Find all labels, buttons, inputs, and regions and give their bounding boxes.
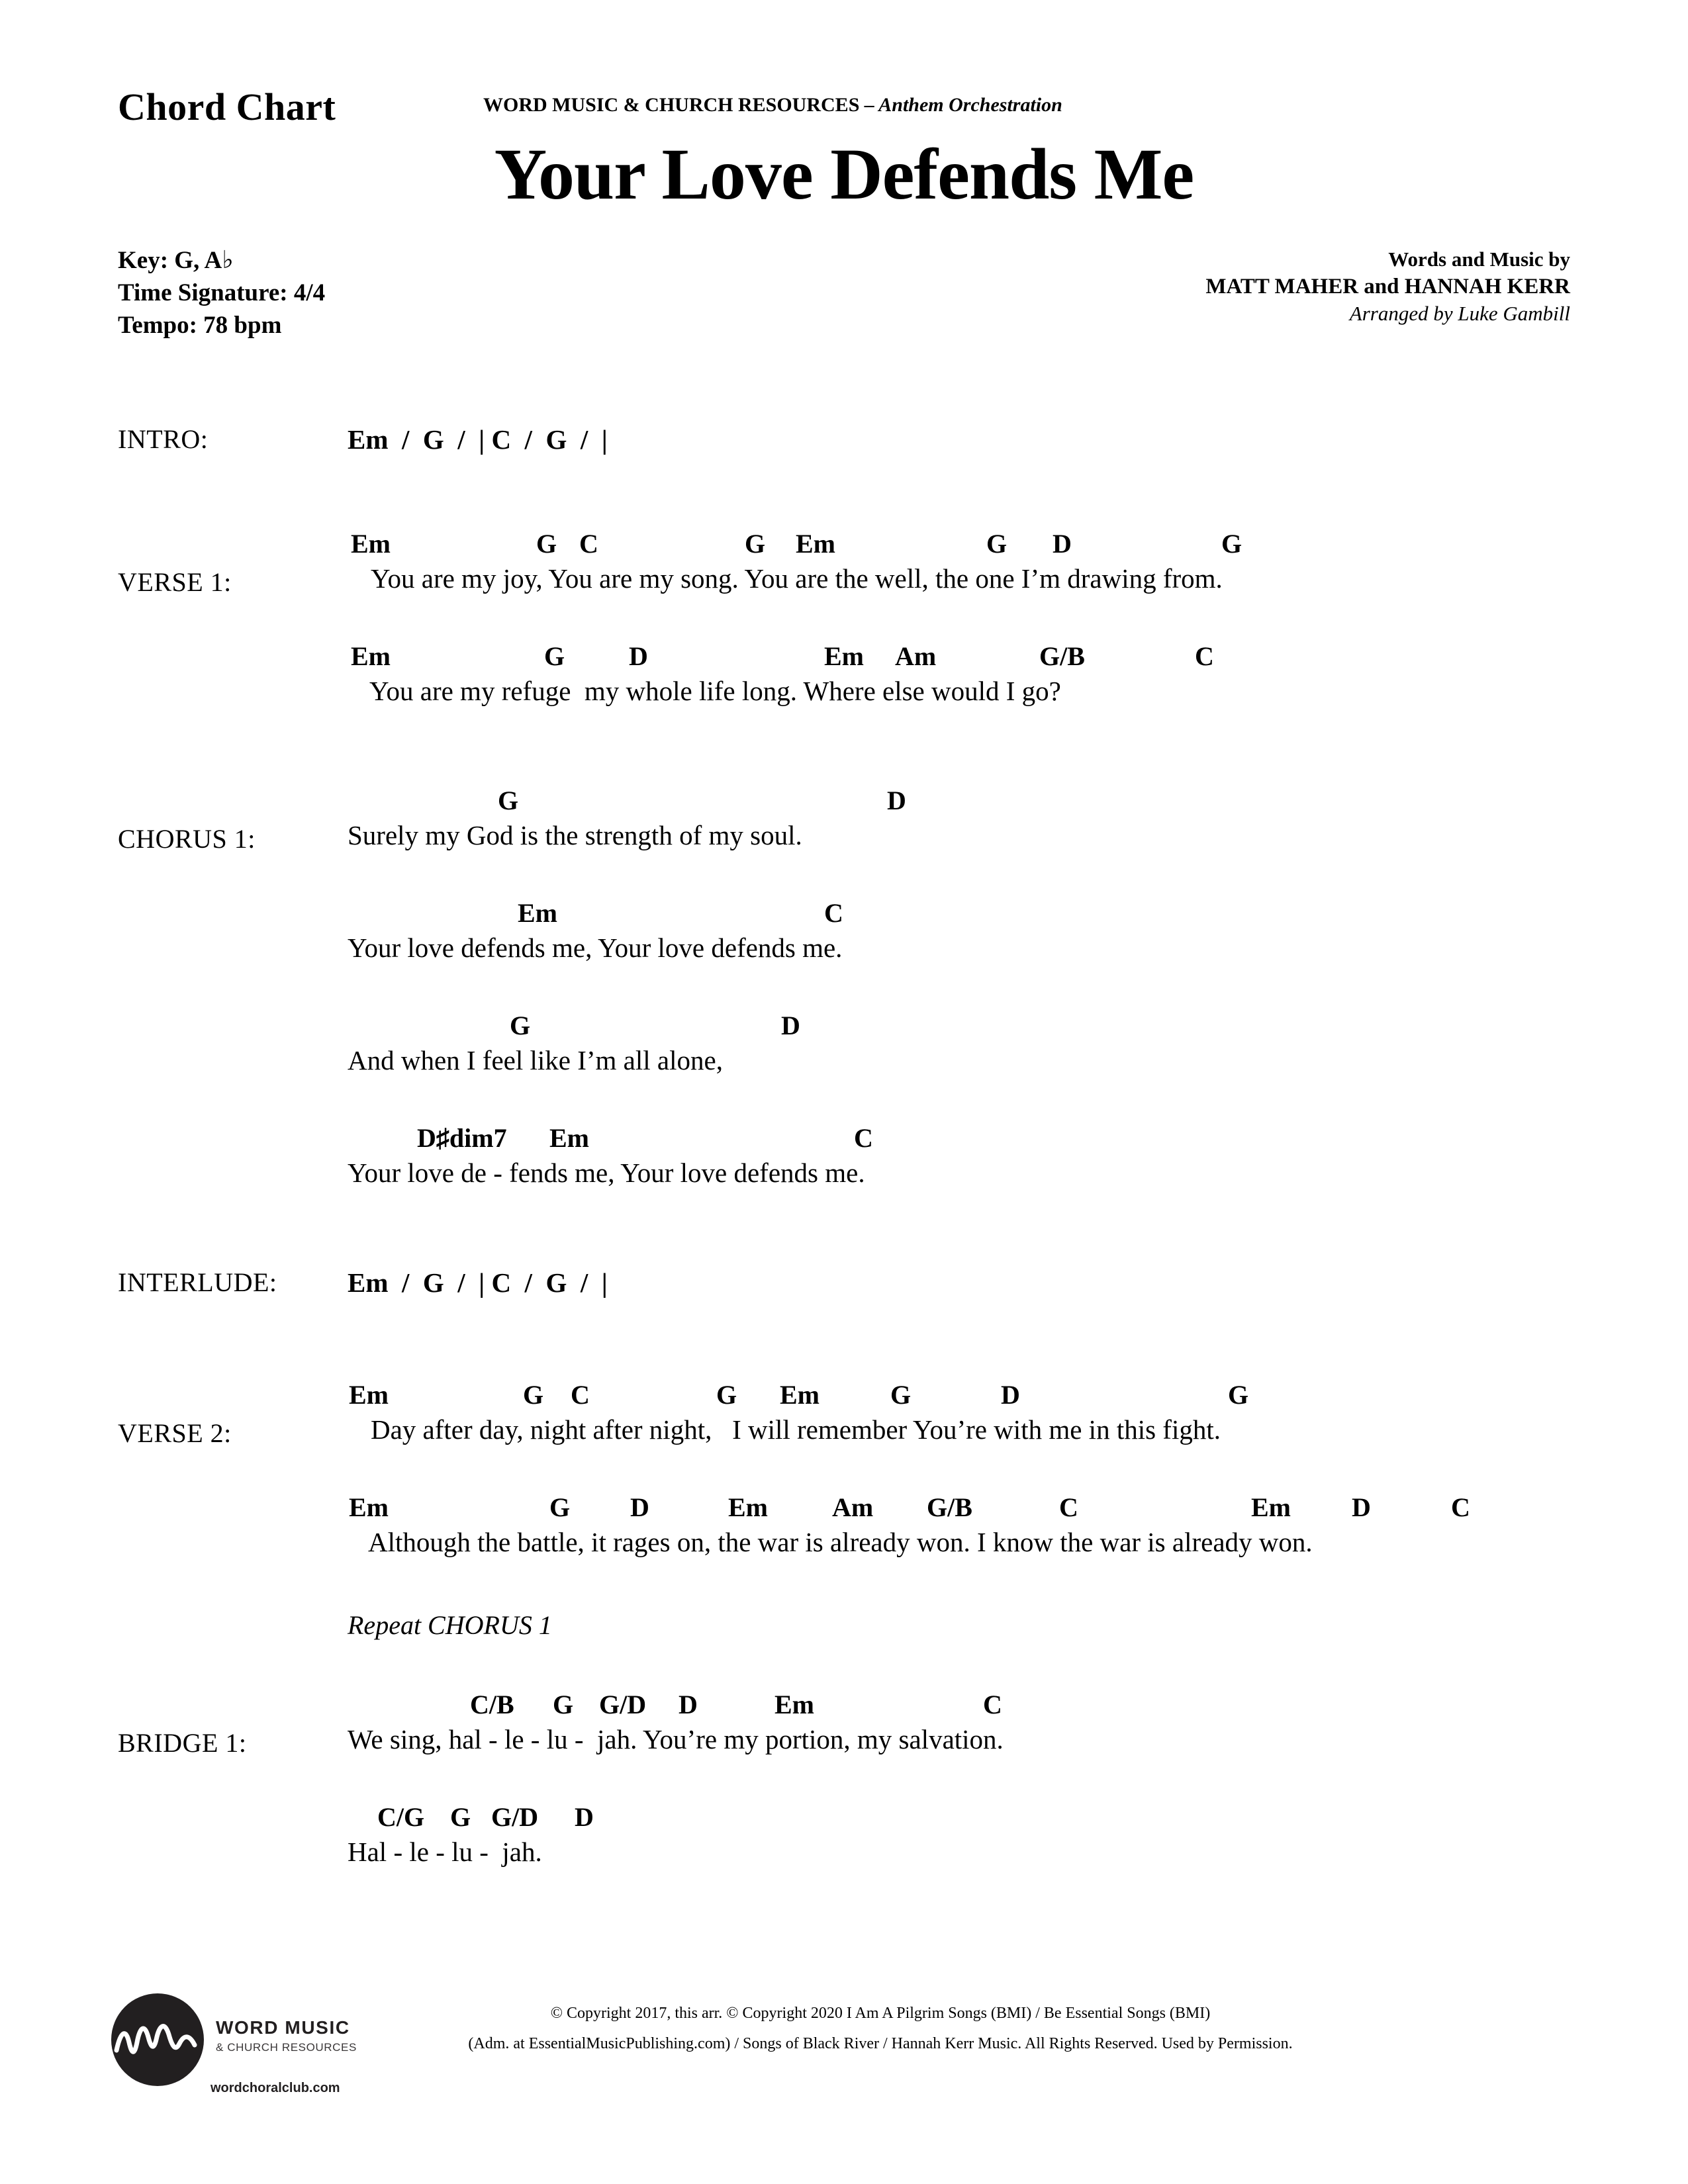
chord-progression: Em / G / | C / G / | [348,1267,608,1298]
section-verse2 [0,1379,1688,1563]
chord-symbol: G [890,1380,912,1410]
chord-symbol: G [745,529,766,559]
chord-symbol: C/B [470,1690,514,1719]
chord-symbol: G [510,1011,531,1040]
chord-symbol: D♯dim7 [417,1123,507,1153]
chord-symbol: G [544,641,565,671]
chord-symbol: G [986,529,1008,559]
lyric-row [0,1414,1688,1451]
chord-progression-row [0,424,1688,461]
header-row [0,85,1688,131]
chord-symbol: Em [780,1380,820,1410]
chord-symbol: G/D [491,1802,539,1832]
lyric-row [0,675,1688,712]
chord-row [0,641,1688,675]
section-intro [0,424,1688,496]
chord-symbol: Em [349,1380,389,1410]
section-label: INTERLUDE: [118,1267,277,1297]
chord-symbol: Em [518,898,557,928]
lyric-row [0,1836,1688,1873]
lyric-text: Hal - le - lu - jah. [348,1837,542,1867]
section-label: CHORUS 1: [118,824,256,854]
chord-row [0,1689,1688,1723]
lyric-line [0,1379,1688,1451]
chord-symbol: D [1053,529,1072,559]
repeat-instruction: Repeat CHORUS 1 [348,1610,552,1640]
lyric-text: Your love de - fends me, Your love defends me. [348,1158,865,1188]
chord-row [0,528,1688,563]
lyric-line [0,1492,1688,1563]
chord-progression-row [0,1267,1688,1304]
song-title: Your Love Defends Me [494,134,1194,214]
chord-symbol: G [549,1492,571,1522]
chord-symbol: G [450,1802,471,1832]
lyric-text: And when I feel like I’m all alone, [348,1045,723,1075]
chart-body [0,424,1688,1873]
section-interlude [0,1267,1688,1340]
chord-symbol: G [553,1690,574,1719]
chord-chart-label: Chord Chart [118,85,336,128]
copyright-line-1: © Copyright 2017, this arr. © Copyright 2020 I Am A Pilgrim Songs (BMI) / Be Essential Songs (BMI) [550,2005,1211,2022]
section-verse1 [0,528,1688,712]
chord-symbol: C [824,898,843,928]
copyright-line-2: (Adm. at EssentialMusicPublishing.com) / Songs of Black River / Hannah Kerr Music. All Rights Reserved. Used by Permission. [468,2034,1293,2052]
chord-symbol: D [679,1690,698,1719]
chord-symbol: Em [549,1123,589,1153]
chord-symbol: C [854,1123,873,1153]
chord-row [0,1492,1688,1526]
lyric-row [0,1044,1688,1081]
lyric-line [0,1689,1688,1760]
section-chorus1 [0,785,1688,1194]
chord-symbol: Em [824,641,864,671]
chord-symbol: C/G [377,1802,425,1832]
lyric-text: Although the battle, it rages on, the war is already won. I know the war is already won. [368,1527,1313,1557]
chord-symbol: G [1221,529,1243,559]
section-label: INTRO: [118,424,209,454]
chord-symbol: D [629,641,648,671]
chord-symbol: Em [351,641,391,671]
lyric-text: Surely my God is the strength of my soul. [348,820,802,850]
section-label: BRIDGE 1: [118,1728,247,1758]
arranger-credit: Arranged by Luke Gambill [1349,301,1570,325]
chord-row [0,897,1688,932]
chord-symbol: G [523,1380,544,1410]
logo-wordmark: WORD MUSIC [216,2017,350,2038]
key-line: Key: G, A♭ [118,247,234,274]
lyric-text: We sing, hal - le - lu - jah. You’re my portion, my salvation. [348,1724,1004,1754]
chord-symbol: C [571,1380,590,1410]
orchestration-label: – Anthem Orchestration [864,94,1062,116]
publisher-name: WORD MUSIC & CHURCH RESOURCES [483,94,860,116]
chord-symbol: G [1228,1380,1249,1410]
section-label: VERSE 1: [118,567,232,597]
chord-symbol: D [887,786,906,815]
lyric-line [0,528,1688,600]
lyric-row [0,563,1688,600]
chord-symbol: D [575,1802,594,1832]
chord-symbol: C [1059,1492,1078,1522]
lyric-row [0,932,1688,969]
logo-circle-icon [111,1993,204,2086]
chord-symbol: G [498,786,519,815]
chord-row [0,785,1688,819]
chord-symbol: Am [895,641,937,671]
tempo-line: Tempo: 78 bpm [118,311,282,339]
chord-symbol: Em [1251,1492,1291,1522]
logo-subtitle: & CHURCH RESOURCES [216,2041,357,2054]
lyric-text: Day after day, night after night, I will remember You’re with me in this fight. [371,1414,1221,1445]
chord-symbol: Em [796,529,835,559]
orchestration-type [859,94,865,116]
chord-symbol: C [1195,641,1214,671]
page-footer [0,1985,1688,2138]
chord-symbol: Em [351,529,391,559]
chord-row [0,1801,1688,1836]
chord-row [0,1122,1688,1157]
chord-symbol: Em [728,1492,768,1522]
lyric-row [0,1157,1688,1194]
chord-symbol: Em [774,1690,814,1719]
section-label: VERSE 2: [118,1418,232,1448]
lyric-line [0,641,1688,712]
lyric-row [0,819,1688,856]
copyright-block [252,1999,1509,2059]
publisher-imprint [483,94,1062,116]
lyric-text: You are my refuge my whole life long. Where else would I go? [369,676,1061,706]
chord-symbol: D [630,1492,649,1522]
credits-block [1205,246,1570,327]
song-meta-block [118,245,325,341]
chord-progression: Em / G / | C / G / | [348,424,608,455]
chord-symbol: C [983,1690,1002,1719]
lyric-line [0,1010,1688,1081]
lyric-line [0,1122,1688,1194]
lyric-text: Your love defends me, Your love defends me. [348,933,843,963]
chord-symbol: Em [349,1492,389,1522]
chord-symbol: G/D [599,1690,647,1719]
chord-symbol: G/B [1039,641,1085,671]
section-bridge1 [0,1689,1688,1873]
chord-symbol: G [716,1380,737,1410]
chord-row [0,1010,1688,1044]
chord-symbol: Am [832,1492,874,1522]
chord-symbol: D [781,1011,800,1040]
words-and-music-label: Words and Music by [1388,248,1570,271]
chord-symbol: G/B [927,1492,972,1522]
lyric-line [0,785,1688,856]
lyric-line [0,1801,1688,1873]
chord-symbol: D [1352,1492,1371,1522]
chord-symbol: D [1001,1380,1020,1410]
lyric-line [0,897,1688,969]
lyric-row [0,1526,1688,1563]
authors-names: MATT MAHER and HANNAH KERR [1205,274,1570,298]
chord-symbol: C [1451,1492,1470,1522]
logo-website-url[interactable]: wordchoralclub.com [211,2081,340,2095]
time-signature-line: Time Signature: 4/4 [118,279,326,306]
lyric-text: You are my joy, You are my song. You are the well, the one I’m drawing from. [371,563,1223,594]
chord-symbol: G [536,529,557,559]
chord-row [0,1379,1688,1414]
lyric-row [0,1723,1688,1760]
section-repeat-note [0,1610,1688,1669]
chord-symbol: C [579,529,598,559]
